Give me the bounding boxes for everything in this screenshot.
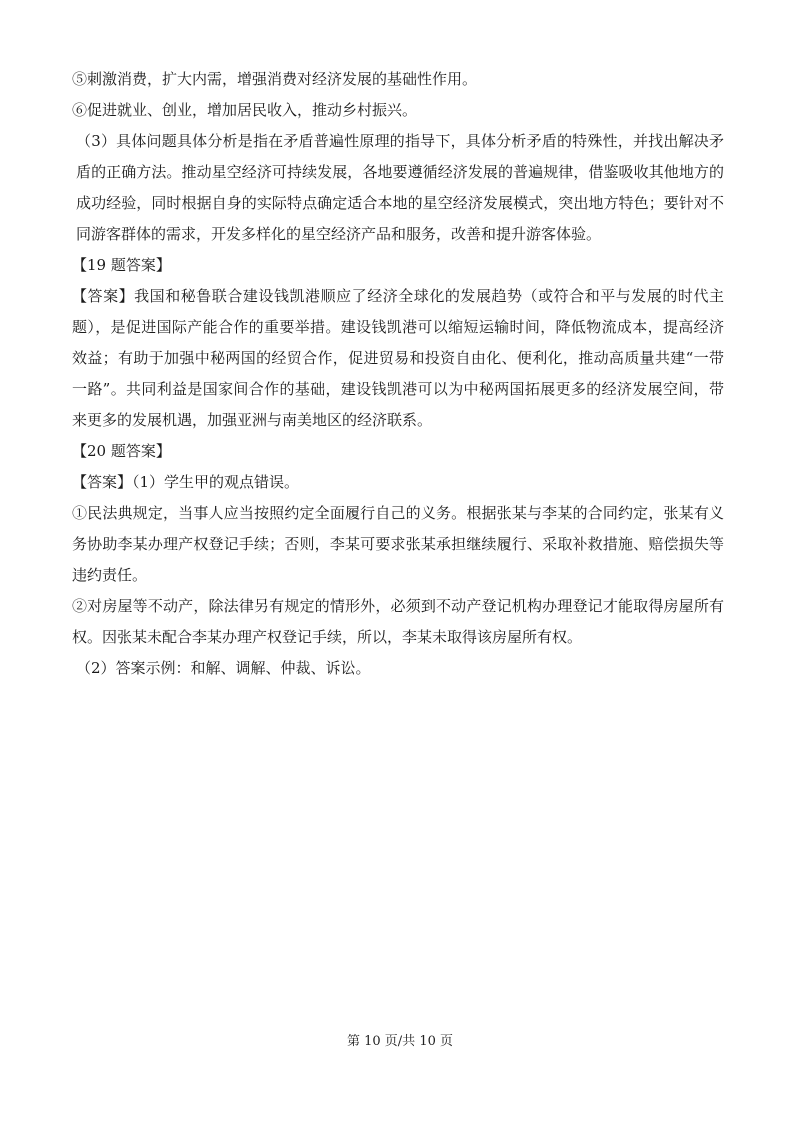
- question-19-heading: 【19 题答案】: [72, 256, 171, 274]
- answer-20-point-1: ①民法典规定，当事人应当按照约定全面履行自己的义务。根据张某与李某的合同约定，张某有义务协助李某办理产权登记手续；否则，李某可要求张某承担继续履行、采取补救措施、赔偿损失等违约责任。: [72, 504, 724, 584]
- answer-20-part-1: 【答案】（1）学生甲的观点错误。: [72, 473, 300, 491]
- answer-item-5: ⑤刺激消费，扩大内需，增强消费对经济发展的基础性作用。: [72, 70, 478, 88]
- answer-20-point-2: ②对房屋等不动产，除法律另有规定的情形外，必须到不动产登记机构办理登记才能取得房屋所有权。因张某未配合李某办理产权登记手续，所以，李某未取得该房屋所有权。: [72, 597, 724, 646]
- answer-18-part-3: （3）具体问题具体分析是指在矛盾普遍性原理的指导下，具体分析矛盾的特殊性，并找出解决矛盾的正确方法。推动星空经济可持续发展，各地要遵循经济发展的普遍规律，借鉴吸收其他地方的成功经验，同时根据自身的实际特点确定适合本地的星空经济发展模式，突出地方特色；要针对不同游客群体的需求，开发多样化的星空经济产品和服务，改善和提升游客体验。: [76, 132, 724, 243]
- answer-20-part-2: （2）答案示例：和解、调解、仲裁、诉讼。: [76, 659, 371, 677]
- document-body: [72, 64, 724, 684]
- question-20-heading: 【20 题答案】: [72, 442, 171, 460]
- answer-19: 【答案】我国和秘鲁联合建设钱凯港顺应了经济全球化的发展趋势（或符合和平与发展的时代主题），是促进国际产能合作的重要举措。建设钱凯港可以缩短运输时间，降低物流成本，提高经济效益；有助于加强中秘两国的经贸合作，促进贸易和投资自由化、便利化，推动高质量共建“一带一路”。共同利益是国家间合作的基础，建设钱凯港可以为中秘两国拓展更多的经济发展空间，带来更多的发展机遇，加强亚洲与南美地区的经济联系。: [72, 287, 724, 429]
- page-number: 第 10 页/共 10 页: [347, 1034, 453, 1049]
- answer-item-6: ⑥促进就业、创业，增加居民收入，推动乡村振兴。: [72, 101, 418, 119]
